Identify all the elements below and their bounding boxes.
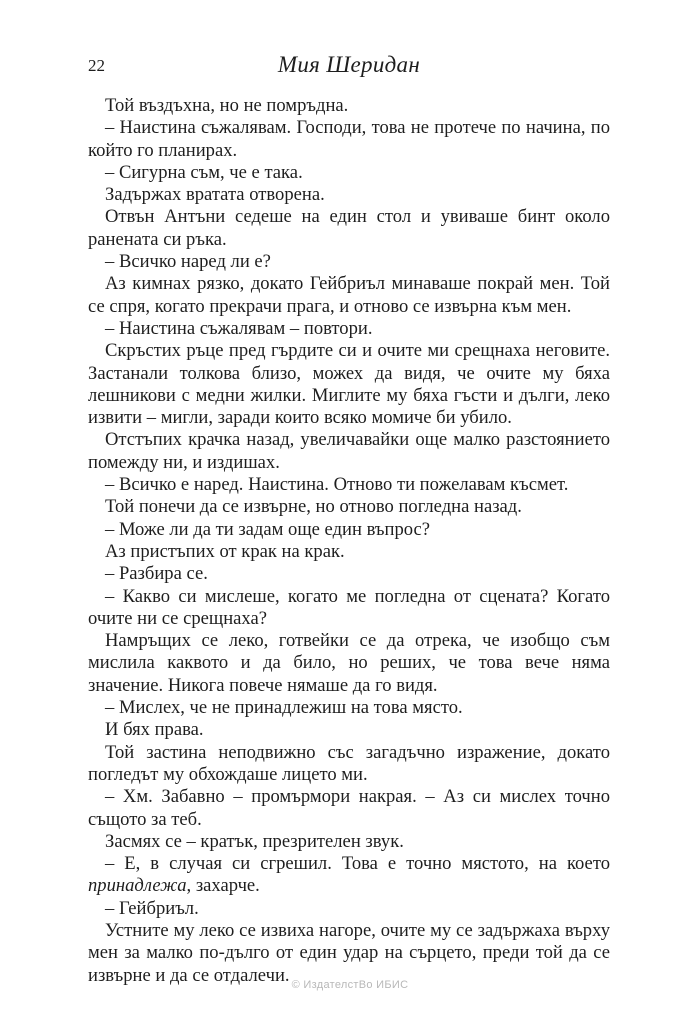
paragraph: Той понечи да се извърне, но отново погледна назад. (105, 496, 522, 518)
running-head-author: Мия Шеридан (277, 52, 421, 77)
page-number: 22 (88, 56, 105, 75)
paragraph: Намръщих се леко, готвейки се да отрека, че изобщо съм мислила каквото и да било, но реших, че това вече няма значение. Никога повече нямаше да го видя. (88, 630, 610, 696)
paragraph: – Гейбриъл. (105, 897, 199, 919)
paragraph: – Наистина съжалявам. Господи, това не протече по начина, по който го планирах. (88, 117, 610, 161)
paragraph: Устните му леко се извиха нагоре, очите му се задържаха върху мен за малко по-дълго от един удар на сърцето, преди той да се извърне и да се отдалечи. (88, 919, 610, 986)
page-header (88, 52, 610, 82)
paragraph: Отстъпих крачка назад, увеличавайки още малко разстоянието помежду ни, и издишах. (88, 429, 610, 473)
paragraph: И бях права. (105, 719, 204, 741)
paragraph: Скръстих ръце пред гърдите си и очите ми срещнаха неговите. Застанали толкова близо, можех да видя, че очите му бяха лешникови с медни жилки. Миглите му бяха гъсти и дълги, леко извити – мигли, заради които всяко момиче би убило. (88, 340, 610, 429)
body-text (88, 95, 610, 987)
paragraph: Аз пристъпих от крак на крак. (105, 540, 345, 562)
italic-emphasis: принадлежа (88, 875, 187, 897)
paragraph: – Какво си мислеше, когато ме погледна от сцената? Когато очите ни се срещнаха? (88, 585, 610, 629)
paragraph: – Всичко наред ли е? (105, 251, 271, 273)
paragraph: – Хм. Забавно – промърмори накрая. – Аз си мислех точно същото за теб. (88, 786, 610, 830)
paragraph: Той застина неподвижно със загадъчно изражение, докато погледът му обхождаше лицето ми. (88, 741, 610, 785)
paragraph: – Може ли да ти задам още един въпрос? (105, 518, 431, 540)
paragraph: Аз кимнах рязко, докато Гейбриъл минаваше покрай мен. Той се спря, когато прекрачи прага, и отново се извърна към мен. (88, 273, 610, 317)
paragraph: Задържах вратата отворена. (105, 184, 325, 206)
paragraph: – Мислех, че не принадлежиш на това място. (105, 697, 463, 719)
paragraph: – Наистина съжалявам – повтори. (105, 317, 373, 339)
paragraph: Засмях се – кратък, презрителен звук. (105, 830, 404, 852)
publisher-copyright: © ИздателстВо ИБИС (291, 979, 409, 991)
paragraph: Отвън Антъни седеше на един стол и увиваше бинт около раненaта си ръка. (88, 206, 610, 250)
paragraph: Той въздъхна, но не помръдна. (105, 95, 349, 116)
paragraph: – Всичко е наред. Наистина. Отново ти пожелавам късмет. (105, 474, 569, 496)
paragraph-italic-word: – Е, в случая си сгрешил. Това е точно мястото, на което принадлежа, захарче. (88, 853, 610, 897)
paragraph: – Разбира се. (105, 563, 208, 585)
paragraph: – Сигурна съм, че е така. (105, 161, 303, 183)
